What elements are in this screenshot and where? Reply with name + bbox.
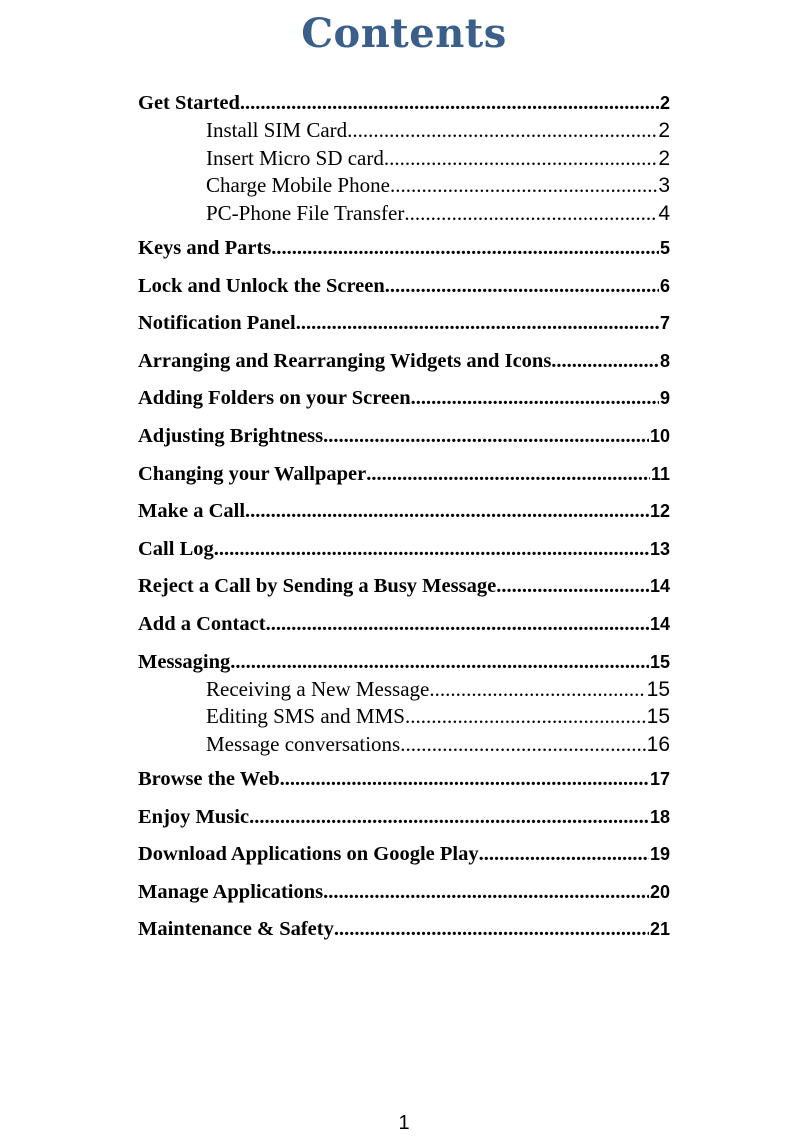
toc-entry-label: Manage Applications — [138, 880, 324, 903]
toc-section-entry[interactable] — [138, 766, 670, 792]
toc-entry-page-number: 20 — [649, 881, 670, 902]
toc-entry-page-number: 6 — [659, 275, 670, 296]
toc-section-entry[interactable] — [138, 273, 670, 299]
toc-entry-label: Browse the Web — [138, 768, 280, 791]
toc-section-entry[interactable] — [138, 90, 670, 116]
toc-section-entry[interactable] — [138, 536, 670, 562]
table-of-contents — [138, 86, 670, 942]
toc-entry-page-number: 21 — [649, 919, 670, 940]
toc-section-entry[interactable] — [138, 879, 670, 905]
toc-section-entry[interactable] — [138, 611, 670, 637]
page-title: Contents — [301, 10, 507, 57]
toc-entry-label: Message conversations — [206, 731, 401, 756]
toc-dot-leader — [429, 676, 645, 704]
toc-entry-page-number: 12 — [649, 501, 670, 522]
toc-entry-page-number: 2 — [659, 93, 670, 113]
toc-section-entry[interactable] — [138, 310, 670, 336]
toc-section-entry[interactable] — [138, 461, 670, 487]
toc-dot-leader — [249, 804, 649, 830]
toc-subsection-entry[interactable] — [206, 200, 670, 228]
toc-dot-leader — [390, 172, 657, 200]
toc-subsection-entry[interactable] — [206, 676, 670, 704]
toc-entry-page-number: 18 — [649, 806, 670, 827]
toc-entry-page-number: 14 — [649, 576, 670, 597]
toc-dot-leader — [405, 703, 646, 731]
toc-entry-label: PC-Phone File Transfer — [206, 200, 405, 225]
toc-section-entry[interactable] — [138, 841, 670, 867]
toc-dot-leader — [400, 731, 645, 759]
toc-entry-label: Maintenance & Safety — [138, 918, 334, 941]
toc-entry-label: Install SIM Card — [206, 118, 348, 142]
toc-subsection-entry[interactable] — [206, 172, 670, 200]
toc-entry-page-number: 13 — [649, 538, 670, 559]
toc-entry-label: Reject a Call by Sending a Busy Message — [138, 575, 497, 598]
toc-entry-page-number: 16 — [646, 732, 670, 756]
toc-dot-leader — [347, 117, 657, 145]
toc-dot-leader — [323, 879, 649, 905]
toc-entry-label: Make a Call — [138, 500, 246, 523]
toc-dot-leader — [366, 461, 650, 487]
toc-entry-page-number: 5 — [659, 238, 670, 258]
toc-section-entry[interactable] — [138, 423, 670, 449]
toc-dot-leader — [411, 385, 659, 411]
toc-entry-page-number: 2 — [658, 119, 670, 142]
toc-entry-page-number: 8 — [659, 350, 670, 371]
toc-entry-page-number: 4 — [658, 201, 670, 225]
toc-subsection-entry[interactable] — [206, 117, 670, 145]
toc-entry-page-number: 7 — [659, 313, 670, 334]
toc-dot-leader — [323, 423, 649, 449]
toc-dot-leader — [551, 348, 659, 374]
toc-entry-page-number: 19 — [649, 844, 670, 865]
toc-subsection-entry[interactable] — [206, 145, 670, 173]
toc-entry-page-number: 2 — [658, 146, 670, 170]
toc-entry-page-number: 9 — [659, 388, 670, 409]
toc-entry-label: Receiving a New Message — [206, 676, 430, 701]
toc-entry-label: Keys and Parts — [138, 237, 272, 259]
toc-dot-leader — [385, 273, 659, 299]
toc-dot-leader — [479, 841, 649, 867]
toc-dot-leader — [271, 235, 659, 261]
toc-entry-page-number: 15 — [646, 705, 670, 729]
toc-entry-label: Editing SMS and MMS — [206, 704, 405, 729]
toc-entry-label: Arranging and Rearranging Widgets and Icons — [138, 349, 552, 372]
toc-dot-leader — [230, 649, 649, 675]
toc-dot-leader — [240, 90, 659, 116]
toc-entry-label: Adjusting Brightness — [138, 424, 324, 447]
toc-entry-page-number: 11 — [650, 463, 670, 484]
toc-section-entry[interactable] — [138, 235, 670, 261]
toc-entry-page-number: 15 — [646, 677, 670, 701]
toc-section-entry[interactable] — [138, 916, 670, 942]
toc-section-entry[interactable] — [138, 385, 670, 411]
toc-dot-leader — [280, 766, 649, 792]
toc-entry-label: Call Log — [138, 537, 214, 560]
toc-section-entry[interactable] — [138, 573, 670, 599]
toc-section-entry[interactable] — [138, 498, 670, 524]
toc-dot-leader — [296, 310, 659, 336]
toc-entry-label: Lock and Unlock the Screen — [138, 274, 385, 297]
toc-entry-page-number: 15 — [649, 651, 670, 672]
toc-section-entry[interactable] — [138, 804, 670, 830]
toc-entry-label: Insert Micro SD card — [206, 145, 384, 170]
toc-dot-leader — [384, 145, 657, 173]
toc-entry-page-number: 14 — [649, 613, 670, 634]
toc-dot-leader — [214, 536, 649, 562]
toc-entry-page-number: 10 — [649, 425, 670, 446]
toc-subsection-entry[interactable] — [206, 703, 670, 731]
toc-subsection-entry[interactable] — [206, 731, 670, 759]
toc-dot-leader — [496, 573, 649, 599]
toc-entry-label: Adding Folders on your Screen — [138, 387, 411, 410]
toc-dot-leader — [404, 200, 657, 228]
toc-entry-label: Add a Contact — [138, 612, 266, 635]
toc-entry-label: Charge Mobile Phone — [206, 173, 390, 197]
toc-entry-page-number: 17 — [649, 769, 670, 790]
toc-section-entry[interactable] — [138, 649, 670, 675]
toc-entry-label: Enjoy Music — [138, 805, 250, 828]
toc-dot-leader — [266, 611, 649, 637]
toc-section-entry[interactable] — [138, 348, 670, 374]
toc-entry-label: Changing your Wallpaper — [138, 462, 367, 485]
toc-entry-label: Notification Panel — [138, 312, 296, 335]
toc-entry-label: Download Applications on Google Play — [138, 843, 479, 866]
toc-dot-leader — [245, 498, 649, 524]
toc-entry-page-number: 3 — [658, 174, 670, 197]
toc-entry-label: Messaging — [138, 650, 231, 673]
toc-dot-leader — [334, 916, 649, 942]
page-number: 1 — [398, 1112, 410, 1134]
toc-entry-label: Get Started — [138, 92, 240, 114]
